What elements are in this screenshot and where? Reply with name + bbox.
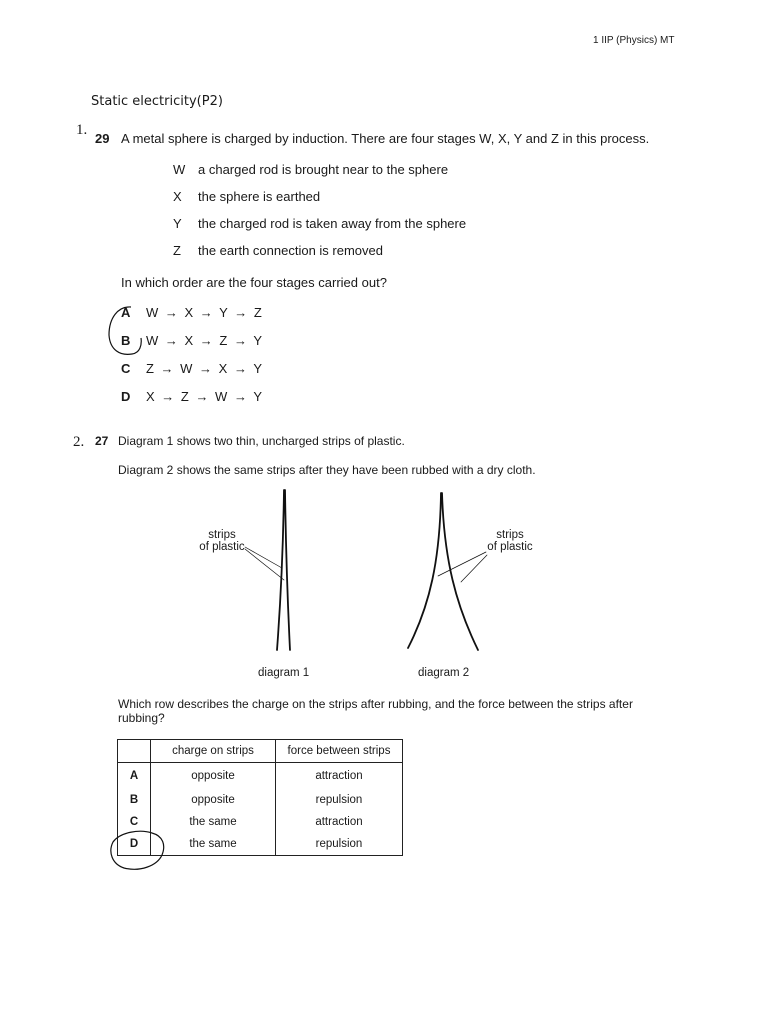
diagram1-pointer-line [245, 547, 282, 568]
row-force: repulsion [276, 833, 403, 856]
answer-circle-mark [109, 307, 141, 354]
q1-stage-text: the sphere is earthed [198, 189, 321, 204]
row-force: attraction [276, 763, 403, 790]
diagram1-caption: diagram 1 [258, 667, 310, 679]
diagram2-label-line2: of plastic [487, 541, 533, 553]
q2-line1: Diagram 1 shows two thin, uncharged strips of plastic. [118, 434, 405, 448]
page-header: 1 IIP (Physics) MT [593, 35, 675, 46]
diagram2-strips [408, 493, 487, 650]
row-letter: C [118, 811, 151, 833]
q1-option-letter-b[interactable]: B [121, 333, 131, 348]
diagram2-label-line1: strips [496, 529, 524, 541]
row-letter: B [118, 789, 151, 811]
row-charge: opposite [151, 763, 276, 790]
table-header-cell: force between strips [276, 740, 403, 763]
table-header-cell: charge on strips [151, 740, 276, 763]
q2-number: 27 [95, 434, 109, 448]
diagram1-pointer-line [245, 549, 284, 580]
q1-stage-letter: Y [173, 216, 182, 231]
q1-stage-text: the earth connection is removed [198, 243, 383, 258]
q2-marker: 2. [73, 434, 85, 450]
q1-option-text-c[interactable]: Z → W → X → Y [146, 361, 262, 376]
q1-text: A metal sphere is charged by induction. There are four stages W, X, Y and Z in this process. [121, 131, 650, 146]
diagram2-caption: diagram 2 [418, 667, 470, 679]
diagram1-label-line1: strips [208, 529, 236, 541]
q2-line2: Diagram 2 shows the same strips after they have been rubbed with a dry cloth. [118, 463, 536, 477]
q2-prompt-line1: Which row describes the charge on the strips after rubbing, and the force between the strips after [118, 697, 633, 711]
answer-circle-mark [111, 831, 164, 869]
diagram2-pointer-line [461, 555, 487, 582]
q1-stage-letter: Z [173, 243, 181, 258]
q1-option-text-a[interactable]: W → X → Y → Z [146, 305, 262, 320]
q1-option-text-d[interactable]: X → Z → W → Y [146, 389, 262, 404]
row-charge: opposite [151, 789, 276, 811]
q1-option-letter-d[interactable]: D [121, 389, 131, 404]
row-charge: the same [151, 833, 276, 856]
q2-prompt-line2: rubbing? [118, 711, 165, 725]
row-force: attraction [276, 811, 403, 833]
q1-option-text-b[interactable]: W → X → Z → Y [146, 333, 262, 348]
q1-option-letter-a[interactable]: A [121, 305, 131, 320]
q1-marker: 1. [76, 122, 88, 138]
q1-stage-letter: X [173, 189, 182, 204]
diagram1-strips [245, 490, 290, 650]
row-force: repulsion [276, 789, 403, 811]
diagram1-label-line2: of plastic [199, 541, 245, 553]
row-charge: the same [151, 811, 276, 833]
q1-stage-letter: W [173, 162, 186, 177]
q1-stage-text: the charged rod is taken away from the sphere [198, 216, 467, 231]
q1-stage-text: a charged rod is brought near to the sphere [198, 162, 449, 177]
section-title: Static electricity(P2) [91, 94, 223, 109]
diagram1-strip-right [285, 490, 290, 650]
q1-number: 29 [95, 131, 110, 146]
q1-option-letter-c[interactable]: C [121, 361, 131, 376]
row-letter: D [118, 833, 151, 856]
diagram1-strip-left [277, 490, 284, 650]
diagram2-strip-left [408, 493, 441, 648]
row-letter: A [118, 763, 151, 790]
q1-prompt: In which order are the four stages carried out? [121, 275, 387, 290]
